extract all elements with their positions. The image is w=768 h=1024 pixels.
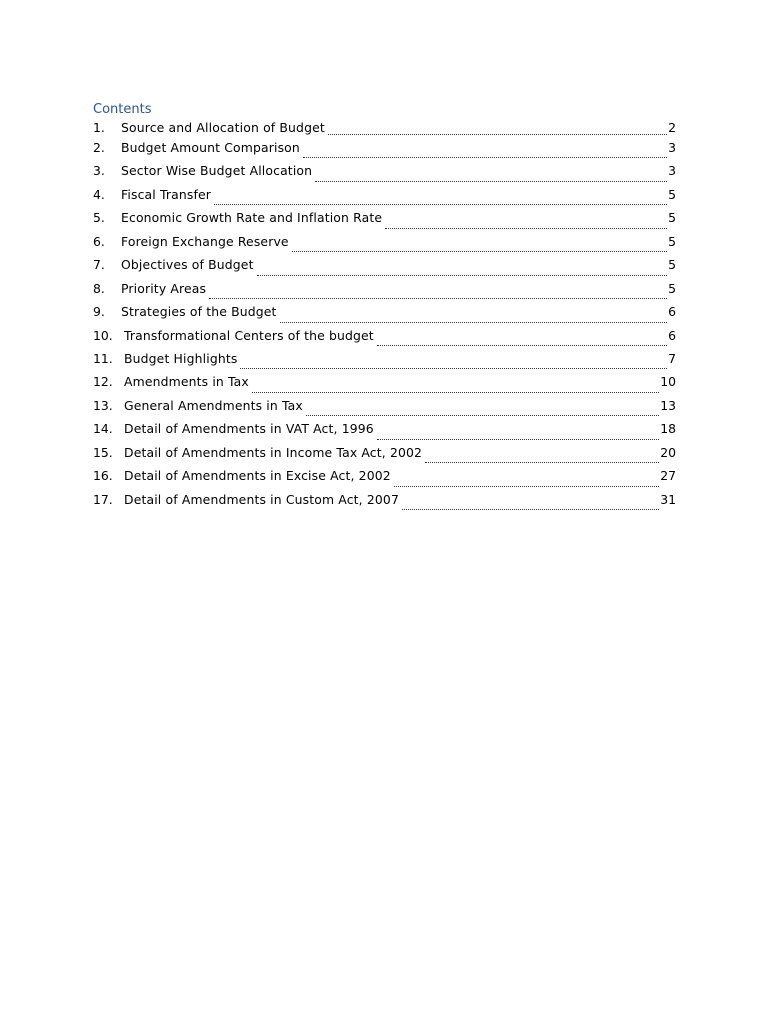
toc-dot-leader — [292, 240, 667, 252]
toc-dot-leader — [252, 381, 659, 393]
toc-entry-number: 15. — [93, 444, 113, 460]
toc-entry-page-number[interactable]: 2 — [668, 120, 676, 135]
toc-entry-page-number[interactable]: 20 — [660, 444, 676, 460]
toc-dot-leader — [402, 498, 659, 510]
toc-entry-page-number[interactable]: 5 — [668, 186, 676, 202]
toc-entry-page-number[interactable]: 7 — [668, 350, 676, 366]
toc-entry-title[interactable]: Strategies of the Budget — [121, 304, 277, 320]
toc-dot-leader — [385, 217, 667, 229]
toc-entry-number: 14. — [93, 421, 113, 437]
toc-dot-leader — [377, 428, 659, 440]
toc-entry[interactable] — [93, 350, 676, 373]
toc-entry[interactable] — [93, 373, 676, 396]
toc-entry-number: 11. — [93, 350, 113, 366]
toc-entry[interactable] — [93, 139, 676, 162]
toc-entry-number: 13. — [93, 397, 113, 413]
toc-entry[interactable] — [93, 303, 676, 326]
toc-entry-number: 16. — [93, 468, 113, 484]
toc-entry-page-number[interactable]: 5 — [668, 280, 676, 296]
toc-entry-page-number[interactable]: 5 — [668, 233, 676, 249]
toc-entry-title[interactable]: Priority Areas — [121, 280, 207, 296]
toc-heading: Contents — [93, 102, 152, 117]
toc-dot-leader — [214, 193, 667, 205]
toc-entry-title[interactable]: Source and Allocation of Budget — [121, 120, 325, 135]
toc-entry-number: 7. — [93, 257, 105, 273]
toc-dot-leader — [425, 451, 659, 463]
toc-dot-leader — [315, 170, 667, 182]
toc-entry-title[interactable]: Detail of Amendments in Excise Act, 2002 — [124, 468, 391, 484]
toc-entry[interactable] — [93, 397, 676, 420]
toc-entry[interactable] — [93, 119, 676, 139]
toc-entry-number: 4. — [93, 186, 105, 202]
toc-dot-leader — [280, 311, 668, 323]
toc-entry-title[interactable]: Budget Highlights — [124, 350, 238, 366]
toc-entry-title[interactable]: Fiscal Transfer — [121, 186, 211, 202]
toc-entry-title[interactable]: Sector Wise Budget Allocation — [121, 163, 313, 179]
toc-entry-page-number[interactable]: 13 — [660, 397, 676, 413]
toc-entry-number: 17. — [93, 491, 113, 507]
toc-entry-title[interactable]: Economic Growth Rate and Inflation Rate — [121, 210, 383, 226]
toc-entry[interactable] — [93, 256, 676, 279]
toc-dot-leader — [209, 287, 667, 299]
toc-entry-page-number[interactable]: 5 — [668, 257, 676, 273]
table-of-contents — [93, 101, 676, 514]
toc-dot-leader — [328, 123, 667, 135]
toc-entry-page-number[interactable]: 3 — [668, 163, 676, 179]
toc-entry-page-number[interactable]: 6 — [668, 327, 676, 343]
toc-dot-leader — [306, 404, 659, 416]
toc-entry-title[interactable]: Objectives of Budget — [121, 257, 254, 273]
toc-entry[interactable] — [93, 186, 676, 209]
toc-entry-number: 5. — [93, 210, 105, 226]
toc-entry[interactable] — [93, 280, 676, 303]
toc-dot-leader — [377, 334, 667, 346]
toc-entry-title[interactable]: General Amendments in Tax — [124, 397, 303, 413]
toc-entry-title[interactable]: Amendments in Tax — [124, 374, 249, 390]
toc-entry[interactable] — [93, 444, 676, 467]
toc-dot-leader — [394, 475, 659, 487]
toc-entry-number: 1. — [93, 120, 105, 135]
toc-entry[interactable] — [93, 162, 676, 185]
toc-entry[interactable] — [93, 420, 676, 443]
toc-entry-number: 3. — [93, 163, 105, 179]
toc-entry-number: 12. — [93, 374, 113, 390]
toc-dot-leader — [240, 357, 667, 369]
toc-entry-number: 8. — [93, 280, 105, 296]
toc-entry-number: 9. — [93, 304, 105, 320]
toc-entry[interactable] — [93, 467, 676, 490]
toc-dot-leader — [303, 146, 667, 158]
toc-entry[interactable] — [93, 209, 676, 232]
toc-entry-title[interactable]: Detail of Amendments in Income Tax Act, 2002 — [124, 444, 423, 460]
toc-entry-page-number[interactable]: 6 — [668, 304, 676, 320]
toc-entry-number: 2. — [93, 140, 105, 155]
toc-entry-page-number[interactable]: 31 — [660, 491, 676, 507]
toc-entry-page-number[interactable]: 3 — [668, 140, 676, 155]
toc-entry-title[interactable]: Transformational Centers of the budget — [124, 327, 374, 343]
toc-entry-page-number[interactable]: 5 — [668, 210, 676, 226]
toc-entry-title[interactable]: Foreign Exchange Reserve — [121, 233, 289, 249]
toc-list — [93, 119, 676, 514]
toc-entry-title[interactable]: Detail of Amendments in Custom Act, 2007 — [124, 491, 399, 507]
toc-entry-number: 6. — [93, 233, 105, 249]
toc-entry[interactable] — [93, 233, 676, 256]
toc-entry[interactable] — [93, 491, 676, 514]
toc-entry-page-number[interactable]: 10 — [660, 374, 676, 390]
toc-entry-number: 10. — [93, 327, 113, 343]
toc-dot-leader — [257, 264, 668, 276]
toc-entry-title[interactable]: Budget Amount Comparison — [121, 140, 300, 155]
toc-entry-page-number[interactable]: 27 — [660, 468, 676, 484]
toc-entry-page-number[interactable]: 18 — [660, 421, 676, 437]
toc-entry-title[interactable]: Detail of Amendments in VAT Act, 1996 — [124, 421, 374, 437]
toc-entry[interactable] — [93, 327, 676, 350]
